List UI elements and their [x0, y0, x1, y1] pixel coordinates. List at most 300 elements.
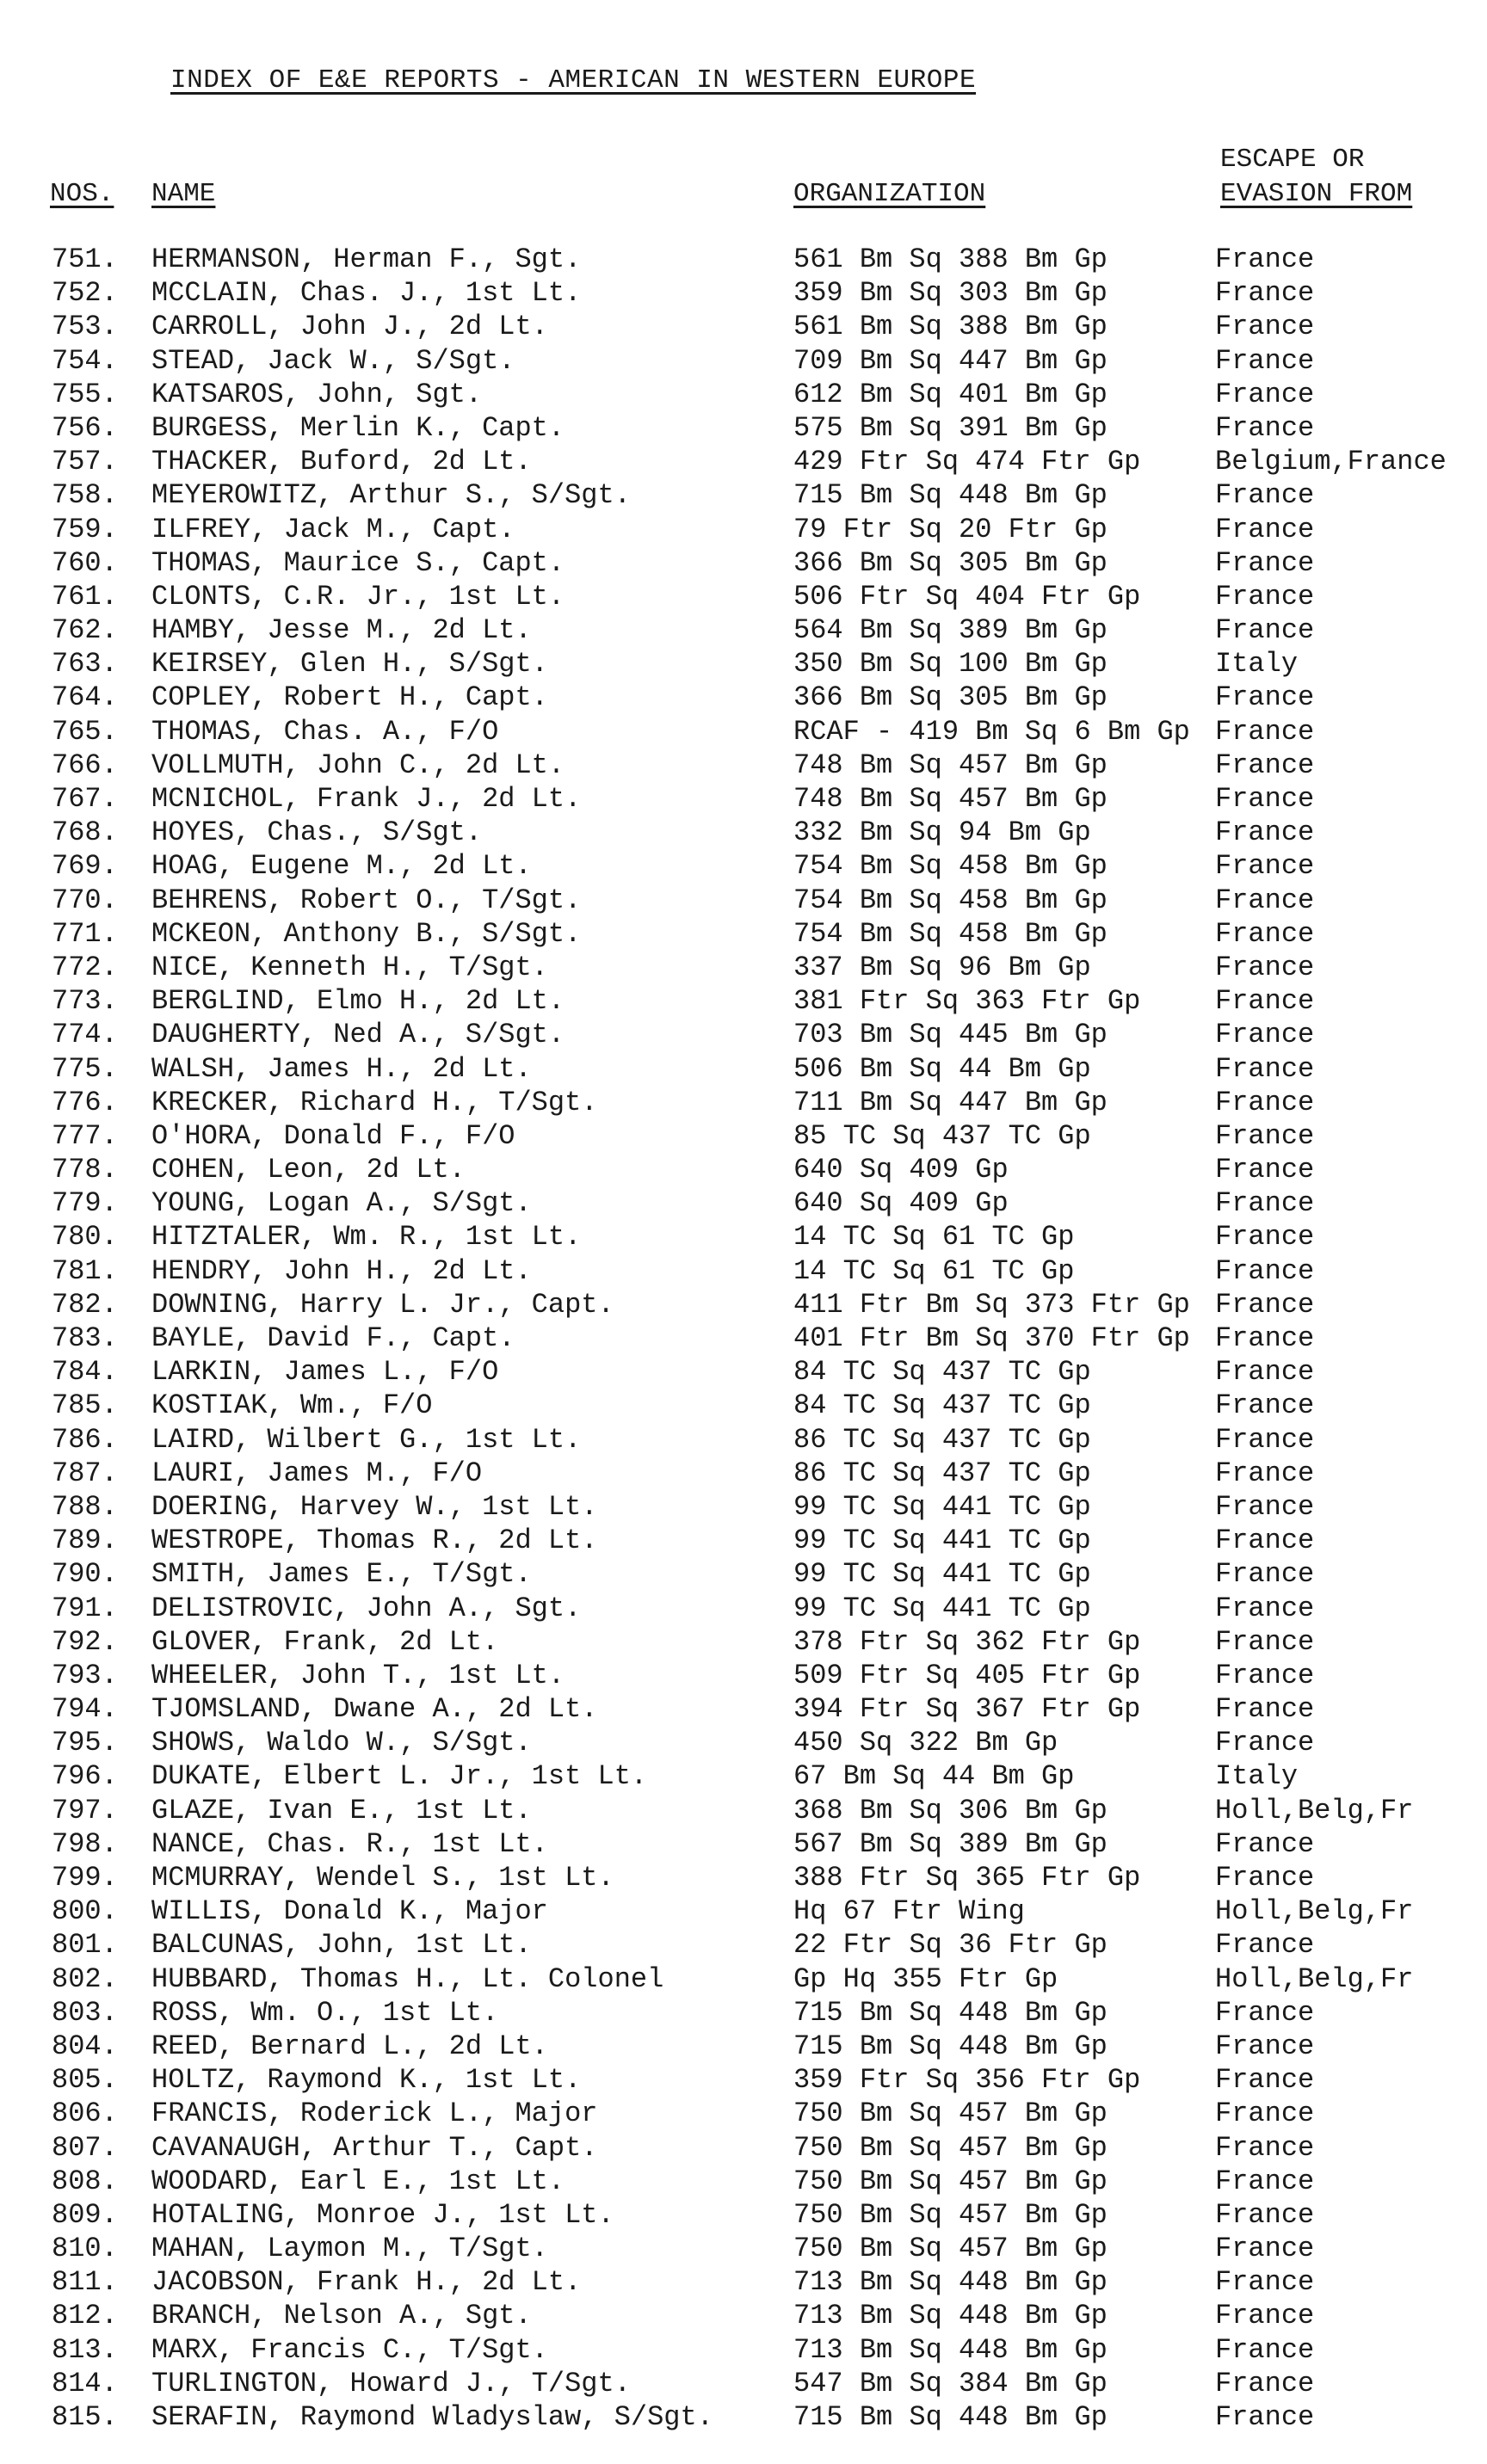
escape-from: France [1215, 1052, 1315, 1085]
table-row [0, 681, 1487, 714]
person-name: WHEELER, John T., 1st Lt. [151, 1659, 565, 1691]
escape-from: France [1215, 1154, 1315, 1186]
table-row [0, 748, 1487, 782]
report-number: 791. [52, 1592, 118, 1624]
escape-from: France [1215, 1592, 1315, 1624]
escape-from: France [1215, 580, 1315, 613]
table-row [0, 2367, 1487, 2400]
table-row [0, 276, 1487, 310]
table-row [0, 1726, 1487, 1759]
report-number: 757. [52, 446, 118, 478]
person-name: LAURI, James M., F/O [151, 1457, 483, 1489]
report-number: 774. [52, 1019, 118, 1051]
person-name: KEIRSEY, Glen H., S/Sgt. [151, 648, 548, 681]
organization: 99 TC Sq 441 TC Gp [793, 1592, 1091, 1624]
person-name: HENDRY, John H., 2d Lt. [151, 1254, 532, 1287]
escape-from: France [1215, 917, 1315, 950]
escape-from: France [1215, 1457, 1315, 1489]
person-name: BRANCH, Nelson A., Sgt. [151, 2300, 532, 2332]
table-row [0, 884, 1487, 917]
organization: 506 Bm Sq 44 Bm Gp [793, 1052, 1091, 1085]
escape-from: France [1215, 2233, 1315, 2265]
table-row [0, 1861, 1487, 1894]
report-number: 794. [52, 1693, 118, 1726]
report-number: 795. [52, 1727, 118, 1759]
table-row [0, 445, 1487, 478]
report-number: 782. [52, 1288, 118, 1321]
table-row [0, 1254, 1487, 1288]
table-row [0, 1490, 1487, 1524]
escape-from: France [1215, 546, 1315, 579]
organization: 713 Bm Sq 448 Bm Gp [793, 2333, 1108, 2366]
escape-from: France [1215, 748, 1315, 781]
escape-from: France [1215, 344, 1315, 377]
organization: 703 Bm Sq 445 Bm Gp [793, 1019, 1108, 1051]
table-row [0, 1928, 1487, 1962]
organization: 84 TC Sq 437 TC Gp [793, 1389, 1091, 1422]
person-name: CLONTS, C.R. Jr., 1st Lt. [151, 580, 565, 613]
person-name: DAUGHERTY, Ned A., S/Sgt. [151, 1019, 565, 1051]
person-name: KATSAROS, John, Sgt. [151, 378, 483, 410]
person-name: THACKER, Buford, 2d Lt. [151, 446, 532, 478]
organization: 378 Ftr Sq 362 Ftr Gp [793, 1625, 1141, 1658]
escape-from: France [1215, 2266, 1315, 2299]
table-row [0, 344, 1487, 378]
report-number: 804. [52, 2030, 118, 2062]
organization: 711 Bm Sq 447 Bm Gp [793, 1086, 1108, 1118]
organization: 750 Bm Sq 457 Bm Gp [793, 2165, 1108, 2197]
person-name: CARROLL, John J., 2d Lt. [151, 311, 548, 343]
person-name: NANCE, Chas. R., 1st Lt. [151, 1827, 548, 1860]
organization: 506 Ftr Sq 404 Ftr Gp [793, 580, 1141, 613]
person-name: MAHAN, Laymon M., T/Sgt. [151, 2233, 548, 2265]
escape-from: Holl,Belg,Fr [1215, 1794, 1414, 1826]
person-name: SERAFIN, Raymond Wladyslaw, S/Sgt. [151, 2401, 713, 2433]
organization: 99 TC Sq 441 TC Gp [793, 1525, 1091, 1557]
table-row [0, 1794, 1487, 1827]
escape-from: France [1215, 985, 1315, 1018]
report-number: 808. [52, 2165, 118, 2197]
escape-from: France [1215, 1827, 1315, 1860]
person-name: KOSTIAK, Wm., F/O [151, 1389, 433, 1422]
escape-from: France [1215, 2030, 1315, 2062]
report-number: 802. [52, 1962, 118, 1995]
report-number: 769. [52, 850, 118, 883]
table-row [0, 1423, 1487, 1457]
organization: Gp Hq 355 Ftr Gp [793, 1962, 1058, 1995]
person-name: MCCLAIN, Chas. J., 1st Lt. [151, 277, 582, 310]
report-number: 775. [52, 1052, 118, 1085]
report-number: 803. [52, 1996, 118, 2029]
table-row [0, 1389, 1487, 1422]
report-number: 755. [52, 378, 118, 410]
table-row [0, 1457, 1487, 1490]
report-number: 780. [52, 1221, 118, 1254]
organization: 564 Bm Sq 389 Bm Gp [793, 614, 1108, 647]
table-row [0, 1659, 1487, 1692]
person-name: LAIRD, Wilbert G., 1st Lt. [151, 1423, 582, 1456]
person-name: JACOBSON, Frank H., 2d Lt. [151, 2266, 582, 2299]
person-name: THOMAS, Maurice S., Capt. [151, 546, 565, 579]
organization: 350 Bm Sq 100 Bm Gp [793, 648, 1108, 681]
escape-from: Holl,Belg,Fr [1215, 1895, 1414, 1928]
organization: 366 Bm Sq 305 Bm Gp [793, 546, 1108, 579]
report-number: 756. [52, 411, 118, 444]
organization: 750 Bm Sq 457 Bm Gp [793, 2233, 1108, 2265]
report-number: 786. [52, 1423, 118, 1456]
person-name: ROSS, Wm. O., 1st Lt. [151, 1996, 499, 2029]
table-row [0, 849, 1487, 883]
organization: 509 Ftr Sq 405 Ftr Gp [793, 1659, 1141, 1691]
table-row [0, 1557, 1487, 1591]
organization: 381 Ftr Sq 363 Ftr Gp [793, 985, 1141, 1018]
report-number: 763. [52, 648, 118, 681]
escape-from: France [1215, 1356, 1315, 1389]
organization: 748 Bm Sq 457 Bm Gp [793, 783, 1108, 815]
table-row [0, 1321, 1487, 1355]
report-number: 789. [52, 1525, 118, 1557]
organization: 640 Sq 409 Gp [793, 1154, 1009, 1186]
table-row [0, 1592, 1487, 1625]
person-name: WOODARD, Earl E., 1st Lt. [151, 2165, 565, 2197]
table-row [0, 2198, 1487, 2232]
person-name: BALCUNAS, John, 1st Lt. [151, 1929, 532, 1962]
table-row [0, 917, 1487, 951]
report-number: 753. [52, 311, 118, 343]
escape-from: Italy [1215, 1760, 1299, 1793]
person-name: BERGLIND, Elmo H., 2d Lt. [151, 985, 565, 1018]
report-number: 752. [52, 277, 118, 310]
report-number: 760. [52, 546, 118, 579]
person-name: SMITH, James E., T/Sgt. [151, 1558, 532, 1591]
organization: 332 Bm Sq 94 Bm Gp [793, 816, 1091, 849]
person-name: COPLEY, Robert H., Capt. [151, 681, 548, 714]
person-name: GLAZE, Ivan E., 1st Lt. [151, 1794, 532, 1826]
table-row [0, 1355, 1487, 1389]
table-row [0, 951, 1487, 984]
escape-from: France [1215, 614, 1315, 647]
header-name: NAME [151, 179, 216, 209]
table-row [0, 2299, 1487, 2332]
person-name: KRECKER, Richard H., T/Sgt. [151, 1086, 598, 1118]
table-row [0, 1894, 1487, 1928]
escape-from: France [1215, 1423, 1315, 1456]
header-escape-line2: EVASION FROM [1220, 179, 1413, 209]
person-name: HOAG, Eugene M., 2d Lt. [151, 850, 532, 883]
report-number: 777. [52, 1119, 118, 1152]
table-row [0, 2097, 1487, 2130]
person-name: HOYES, Chas., S/Sgt. [151, 816, 483, 849]
escape-from: Belgium,France [1215, 446, 1447, 478]
escape-from: France [1215, 681, 1315, 714]
table-row [0, 1186, 1487, 1220]
table-row [0, 2063, 1487, 2097]
table-row [0, 1962, 1487, 1996]
report-number: 796. [52, 1760, 118, 1793]
organization: 750 Bm Sq 457 Bm Gp [793, 2097, 1108, 2130]
organization: 86 TC Sq 437 TC Gp [793, 1457, 1091, 1489]
organization: 429 Ftr Sq 474 Ftr Gp [793, 446, 1141, 478]
report-number: 766. [52, 748, 118, 781]
report-number: 788. [52, 1490, 118, 1523]
report-number: 764. [52, 681, 118, 714]
report-number: 781. [52, 1254, 118, 1287]
person-name: MEYEROWITZ, Arthur S., S/Sgt. [151, 479, 631, 512]
table-row [0, 580, 1487, 613]
organization: 14 TC Sq 61 TC Gp [793, 1221, 1075, 1254]
document-title: INDEX OF E&E REPORTS - AMERICAN IN WESTERN EUROPE [170, 65, 977, 95]
report-number: 799. [52, 1862, 118, 1894]
escape-from: France [1215, 1086, 1315, 1118]
organization: 754 Bm Sq 458 Bm Gp [793, 850, 1108, 883]
organization: 394 Ftr Sq 367 Ftr Gp [793, 1693, 1141, 1726]
escape-from: France [1215, 1322, 1315, 1354]
table-row [0, 243, 1487, 276]
table-row [0, 984, 1487, 1018]
escape-from: France [1215, 2131, 1315, 2164]
report-number: 778. [52, 1154, 118, 1186]
person-name: DOERING, Harvey W., 1st Lt. [151, 1490, 598, 1523]
escape-from: France [1215, 1625, 1315, 1658]
person-name: MCKEON, Anthony B., S/Sgt. [151, 917, 582, 950]
report-number: 792. [52, 1625, 118, 1658]
header-escape-line1: ESCAPE OR [1220, 145, 1365, 175]
organization: 561 Bm Sq 388 Bm Gp [793, 311, 1108, 343]
report-number: 790. [52, 1558, 118, 1591]
person-name: BEHRENS, Robert O., T/Sgt. [151, 884, 582, 916]
person-name: MCNICHOL, Frank J., 2d Lt. [151, 783, 582, 815]
header-nos: NOS. [50, 179, 114, 209]
table-row [0, 1996, 1487, 2030]
table-row [0, 1220, 1487, 1254]
report-number: 801. [52, 1929, 118, 1962]
escape-from: France [1215, 479, 1315, 512]
organization: RCAF - 419 Bm Sq 6 Bm Gp [793, 715, 1190, 748]
table-row [0, 478, 1487, 512]
escape-from: France [1215, 1288, 1315, 1321]
person-name: DOWNING, Harry L. Jr., Capt. [151, 1288, 614, 1321]
escape-from: France [1215, 1659, 1315, 1691]
report-number: 759. [52, 513, 118, 545]
escape-from: France [1215, 951, 1315, 983]
person-name: HOLTZ, Raymond K., 1st Lt. [151, 2064, 582, 2097]
organization: 715 Bm Sq 448 Bm Gp [793, 2030, 1108, 2062]
report-number: 768. [52, 816, 118, 849]
organization: 715 Bm Sq 448 Bm Gp [793, 1996, 1108, 2029]
person-name: TURLINGTON, Howard J., T/Sgt. [151, 2367, 631, 2399]
table-row [0, 1052, 1487, 1086]
report-number: 787. [52, 1457, 118, 1489]
person-name: HERMANSON, Herman F., Sgt. [151, 243, 582, 275]
report-number: 809. [52, 2198, 118, 2231]
escape-from: France [1215, 411, 1315, 444]
report-number: 765. [52, 715, 118, 748]
escape-from: France [1215, 850, 1315, 883]
organization: 640 Sq 409 Gp [793, 1187, 1009, 1220]
report-number: 758. [52, 479, 118, 512]
escape-from: France [1215, 1525, 1315, 1557]
person-name: WESTROPE, Thomas R., 2d Lt. [151, 1525, 598, 1557]
table-row [0, 1524, 1487, 1557]
person-name: DELISTROVIC, John A., Sgt. [151, 1592, 582, 1624]
organization: 99 TC Sq 441 TC Gp [793, 1558, 1091, 1591]
organization: 359 Ftr Sq 356 Ftr Gp [793, 2064, 1141, 2097]
escape-from: France [1215, 2367, 1315, 2399]
person-name: STEAD, Jack W., S/Sgt. [151, 344, 515, 377]
table-row [0, 2165, 1487, 2198]
organization: 715 Bm Sq 448 Bm Gp [793, 2401, 1108, 2433]
organization: 85 TC Sq 437 TC Gp [793, 1119, 1091, 1152]
table-row [0, 782, 1487, 816]
report-number: 811. [52, 2266, 118, 2299]
table-row [0, 1827, 1487, 1861]
escape-from: France [1215, 1929, 1315, 1962]
person-name: LARKIN, James L., F/O [151, 1356, 499, 1389]
person-name: WILLIS, Donald K., Major [151, 1895, 548, 1928]
escape-from: France [1215, 243, 1315, 275]
escape-from: France [1215, 1019, 1315, 1051]
person-name: MARX, Francis C., T/Sgt. [151, 2333, 548, 2366]
escape-from: France [1215, 378, 1315, 410]
organization: 754 Bm Sq 458 Bm Gp [793, 917, 1108, 950]
report-number: 776. [52, 1086, 118, 1118]
person-name: BURGESS, Merlin K., Capt. [151, 411, 565, 444]
table-row [0, 1018, 1487, 1051]
person-name: HITZTALER, Wm. R., 1st Lt. [151, 1221, 582, 1254]
organization: 86 TC Sq 437 TC Gp [793, 1423, 1091, 1456]
report-number: 793. [52, 1659, 118, 1691]
report-number: 784. [52, 1356, 118, 1389]
escape-from: France [1215, 513, 1315, 545]
report-number: 751. [52, 243, 118, 275]
organization: 547 Bm Sq 384 Bm Gp [793, 2367, 1108, 2399]
escape-from: France [1215, 783, 1315, 815]
table-row [0, 411, 1487, 445]
report-number: 773. [52, 985, 118, 1018]
report-number: 805. [52, 2064, 118, 2097]
report-number: 806. [52, 2097, 118, 2130]
person-name: THOMAS, Chas. A., F/O [151, 715, 499, 748]
escape-from: France [1215, 277, 1315, 310]
person-name: SHOWS, Waldo W., S/Sgt. [151, 1727, 532, 1759]
escape-from: France [1215, 715, 1315, 748]
report-number: 761. [52, 580, 118, 613]
person-name: WALSH, James H., 2d Lt. [151, 1052, 532, 1085]
report-number: 797. [52, 1794, 118, 1826]
organization: 575 Bm Sq 391 Bm Gp [793, 411, 1108, 444]
organization: 561 Bm Sq 388 Bm Gp [793, 243, 1108, 275]
escape-from: France [1215, 1187, 1315, 1220]
escape-from: Holl,Belg,Fr [1215, 1962, 1414, 1995]
organization: 612 Bm Sq 401 Bm Gp [793, 378, 1108, 410]
table-row [0, 1086, 1487, 1119]
report-index-table [0, 243, 1487, 2434]
table-row [0, 816, 1487, 849]
table-row [0, 1625, 1487, 1659]
report-number: 810. [52, 2233, 118, 2265]
table-row [0, 378, 1487, 411]
table-row [0, 2232, 1487, 2265]
table-row [0, 1759, 1487, 1793]
escape-from: France [1215, 1221, 1315, 1254]
person-name: HAMBY, Jesse M., 2d Lt. [151, 614, 532, 647]
report-number: 807. [52, 2131, 118, 2164]
organization: 715 Bm Sq 448 Bm Gp [793, 479, 1108, 512]
organization: 79 Ftr Sq 20 Ftr Gp [793, 513, 1108, 545]
report-number: 770. [52, 884, 118, 916]
report-number: 754. [52, 344, 118, 377]
organization: 401 Ftr Bm Sq 370 Ftr Gp [793, 1322, 1190, 1354]
table-row [0, 546, 1487, 580]
person-name: HOTALING, Monroe J., 1st Lt. [151, 2198, 614, 2231]
organization: 567 Bm Sq 389 Bm Gp [793, 1827, 1108, 1860]
report-number: 812. [52, 2300, 118, 2332]
escape-from: France [1215, 2300, 1315, 2332]
escape-from: France [1215, 2165, 1315, 2197]
organization: 750 Bm Sq 457 Bm Gp [793, 2198, 1108, 2231]
table-row [0, 513, 1487, 546]
person-name: NICE, Kenneth H., T/Sgt. [151, 951, 548, 983]
escape-from: France [1215, 311, 1315, 343]
organization: Hq 67 Ftr Wing [793, 1895, 1025, 1928]
person-name: GLOVER, Frank, 2d Lt. [151, 1625, 499, 1658]
escape-from: France [1215, 1389, 1315, 1422]
table-row [0, 2400, 1487, 2434]
escape-from: France [1215, 1558, 1315, 1591]
person-name: FRANCIS, Roderick L., Major [151, 2097, 598, 2130]
organization: 14 TC Sq 61 TC Gp [793, 1254, 1075, 1287]
escape-from: France [1215, 2333, 1315, 2366]
organization: 748 Bm Sq 457 Bm Gp [793, 748, 1108, 781]
table-row [0, 2131, 1487, 2165]
organization: 709 Bm Sq 447 Bm Gp [793, 344, 1108, 377]
table-row [0, 2030, 1487, 2063]
escape-from: France [1215, 1254, 1315, 1287]
report-number: 783. [52, 1322, 118, 1354]
table-row [0, 1119, 1487, 1153]
escape-from: France [1215, 2064, 1315, 2097]
table-row [0, 2265, 1487, 2299]
person-name: HUBBARD, Thomas H., Lt. Colonel [151, 1962, 664, 1995]
organization: 750 Bm Sq 457 Bm Gp [793, 2131, 1108, 2164]
escape-from: France [1215, 1862, 1315, 1894]
escape-from: France [1215, 2401, 1315, 2433]
organization: 22 Ftr Sq 36 Ftr Gp [793, 1929, 1108, 1962]
escape-from: France [1215, 1490, 1315, 1523]
report-number: 767. [52, 783, 118, 815]
report-number: 814. [52, 2367, 118, 2399]
organization: 337 Bm Sq 96 Bm Gp [793, 951, 1091, 983]
organization: 366 Bm Sq 305 Bm Gp [793, 681, 1108, 714]
report-number: 800. [52, 1895, 118, 1928]
escape-from: France [1215, 1727, 1315, 1759]
person-name: CAVANAUGH, Arthur T., Capt. [151, 2131, 598, 2164]
report-number: 815. [52, 2401, 118, 2433]
organization: 411 Ftr Bm Sq 373 Ftr Gp [793, 1288, 1190, 1321]
person-name: TJOMSLAND, Dwane A., 2d Lt. [151, 1693, 598, 1726]
person-name: MCMURRAY, Wendel S., 1st Lt. [151, 1862, 614, 1894]
report-number: 798. [52, 1827, 118, 1860]
escape-from: France [1215, 816, 1315, 849]
person-name: O'HORA, Donald F., F/O [151, 1119, 515, 1152]
organization: 67 Bm Sq 44 Bm Gp [793, 1760, 1075, 1793]
table-row [0, 1692, 1487, 1726]
organization: 388 Ftr Sq 365 Ftr Gp [793, 1862, 1141, 1894]
person-name: COHEN, Leon, 2d Lt. [151, 1154, 466, 1186]
organization: 99 TC Sq 441 TC Gp [793, 1490, 1091, 1523]
escape-from: France [1215, 1119, 1315, 1152]
organization: 713 Bm Sq 448 Bm Gp [793, 2266, 1108, 2299]
